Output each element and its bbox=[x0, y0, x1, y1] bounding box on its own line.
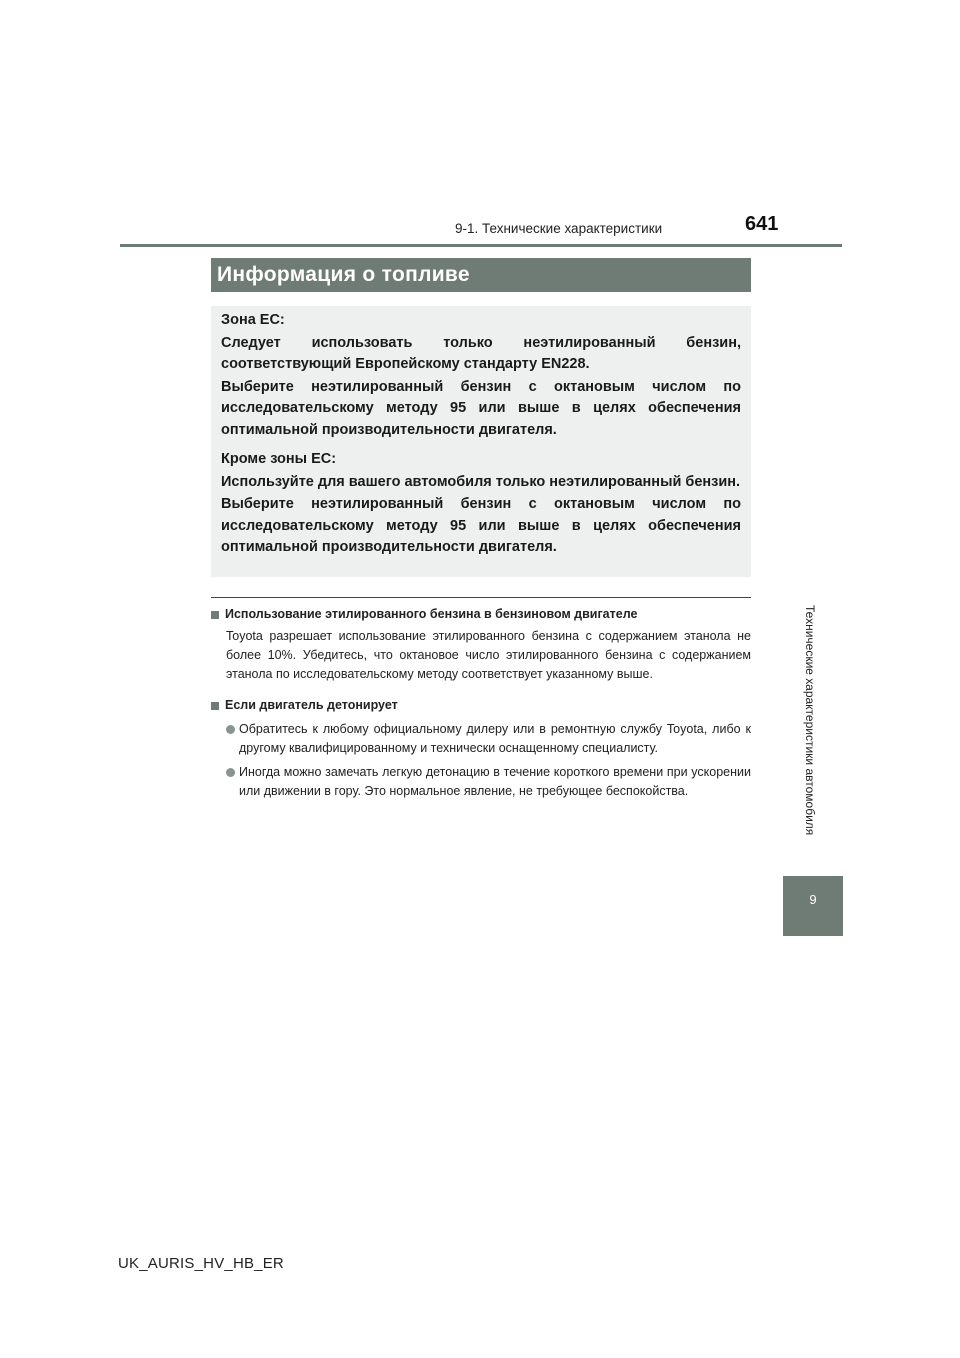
list-item-text: Обратитесь к любому официальному дилеру или в ремонтную службу Toyota, либо к другому квалифицированному и технически оснащенному специалисту. bbox=[239, 722, 751, 755]
zone-non-eu-paragraph-1: Используйте для вашего автомобиля только неэтилированный бензин. bbox=[221, 473, 741, 490]
note-heading bbox=[211, 605, 751, 624]
circle-bullet-icon bbox=[226, 768, 235, 777]
zone-eu-paragraph-1: Следует использовать только неэтилированный бензин, соответствующий Европейскому стандарту EN228. bbox=[221, 334, 741, 372]
note-body: Toyota разрешает использование этилированного бензина с содержанием этанола не более 10%. Убедитесь, что октановое число этилированного бензина с содержанием этанола по исследовательскому методу соответствует указанному выше. bbox=[226, 629, 751, 681]
notes-section bbox=[211, 605, 751, 813]
zone-eu-paragraph-2: Выберите неэтилированный бензин с октановым числом по исследовательскому методу 95 или выше в целях обеспечения оптимальной производительности двигателя. bbox=[221, 378, 741, 438]
chapter-side-title: Технические характеристики автомобиля bbox=[803, 605, 817, 836]
section-divider bbox=[211, 597, 751, 598]
square-bullet-icon bbox=[211, 702, 219, 710]
note-ethanol bbox=[211, 605, 751, 684]
note-heading bbox=[211, 696, 751, 715]
fuel-info-box bbox=[211, 306, 751, 577]
circle-bullet-icon bbox=[226, 725, 235, 734]
note-knocking bbox=[211, 696, 751, 801]
chapter-tab: 9 bbox=[783, 876, 843, 936]
zone-eu-label: Зона ЕС: bbox=[221, 312, 285, 328]
header-divider bbox=[120, 244, 842, 247]
header-section-title: 9-1. Технические характеристики bbox=[455, 221, 663, 236]
document-code: UK_AURIS_HV_HB_ER bbox=[118, 1255, 284, 1272]
note-heading-text: Использование этилированного бензина в бензиновом двигателе bbox=[225, 607, 638, 621]
page-title: Информация о топливе bbox=[211, 258, 751, 292]
page-number: 641 bbox=[745, 213, 779, 235]
list-item bbox=[226, 720, 751, 758]
list-item bbox=[226, 763, 751, 801]
note-heading-text: Если двигатель детонирует bbox=[225, 698, 398, 712]
zone-non-eu-paragraph-2: Выберите неэтилированный бензин с октановым числом по исследовательскому методу 95 или выше в целях обеспечения оптимальной производительности двигателя. bbox=[221, 496, 741, 555]
list-item-text: Иногда можно замечать легкую детонацию в течение короткого времени при ускорении или движении в гору. Это нормальное явление, не требующее беспокойства. bbox=[239, 765, 751, 798]
square-bullet-icon bbox=[211, 611, 219, 619]
zone-non-eu-label: Кроме зоны ЕС: bbox=[221, 451, 337, 467]
